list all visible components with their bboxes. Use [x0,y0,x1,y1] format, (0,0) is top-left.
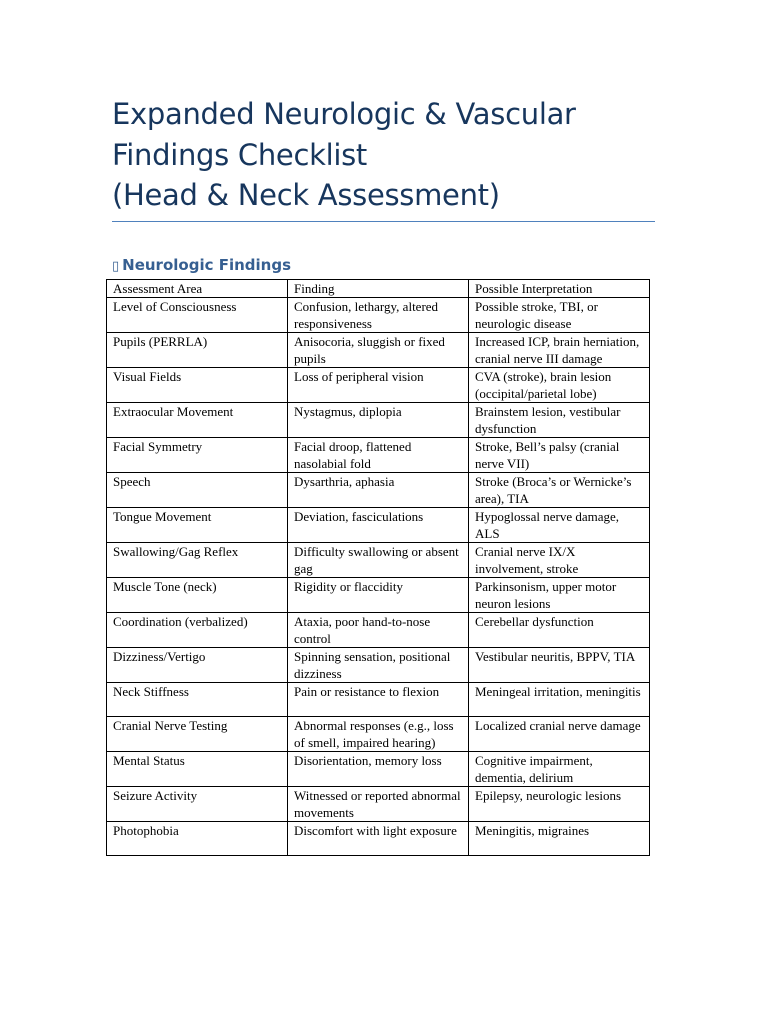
assessment-area-cell: Cranial Nerve Testing [107,717,288,752]
interpretation-cell: Epilepsy, neurologic lesions [469,787,650,822]
page-title-line: Expanded Neurologic & Vascular [112,97,576,131]
interpretation-cell: Localized cranial nerve damage [469,717,650,752]
finding-cell: Spinning sensation, positional dizziness [288,648,469,683]
interpretation-cell: Cerebellar dysfunction [469,613,650,648]
table-row [107,368,650,403]
title-divider [112,221,655,222]
interpretation-cell: CVA (stroke), brain lesion (occipital/parietal lobe) [469,368,650,403]
interpretation-cell: Stroke, Bell’s palsy (cranial nerve VII) [469,438,650,473]
assessment-area-cell: Neck Stiffness [107,683,288,717]
interpretation-cell: Stroke (Broca’s or Wernicke’s area), TIA [469,473,650,508]
table-row [107,717,650,752]
section-heading [112,255,291,277]
interpretation-cell: Vestibular neuritis, BPPV, TIA [469,648,650,683]
column-header: Finding [288,280,469,298]
interpretation-cell: Cognitive impairment, dementia, delirium [469,752,650,787]
assessment-area-cell: Muscle Tone (neck) [107,578,288,613]
table-row [107,613,650,648]
finding-cell: Confusion, lethargy, altered responsiveness [288,298,469,333]
brain-icon: ▯ [112,259,120,274]
table-row [107,578,650,613]
finding-cell: Disorientation, memory loss [288,752,469,787]
assessment-area-cell: Photophobia [107,822,288,856]
table-row [107,403,650,438]
table-row [107,787,650,822]
table-row [107,508,650,543]
assessment-area-cell: Visual Fields [107,368,288,403]
table-row [107,648,650,683]
assessment-area-cell: Level of Consciousness [107,298,288,333]
column-header: Assessment Area [107,280,288,298]
assessment-area-cell: Dizziness/Vertigo [107,648,288,683]
section-heading-text: Neurologic Findings [122,256,291,274]
interpretation-cell: Increased ICP, brain herniation, cranial nerve III damage [469,333,650,368]
assessment-area-cell: Speech [107,473,288,508]
finding-cell: Discomfort with light exposure [288,822,469,856]
interpretation-cell: Brainstem lesion, vestibular dysfunction [469,403,650,438]
assessment-area-cell: Facial Symmetry [107,438,288,473]
table-row [107,822,650,856]
neurologic-findings-table [106,279,650,856]
table-row [107,543,650,578]
finding-cell: Ataxia, poor hand-to-nose control [288,613,469,648]
table-row [107,333,650,368]
assessment-area-cell: Seizure Activity [107,787,288,822]
finding-cell: Rigidity or flaccidity [288,578,469,613]
table-row [107,473,650,508]
finding-cell: Difficulty swallowing or absent gag [288,543,469,578]
finding-cell: Pain or resistance to flexion [288,683,469,717]
assessment-area-cell: Pupils (PERRLA) [107,333,288,368]
table-row [107,438,650,473]
page-title [112,94,672,216]
page-title-line: Findings Checklist [112,137,367,172]
assessment-area-cell: Coordination (verbalized) [107,613,288,648]
assessment-area-cell: Mental Status [107,752,288,787]
assessment-area-cell: Swallowing/Gag Reflex [107,543,288,578]
finding-cell: Abnormal responses (e.g., loss of smell, impaired hearing) [288,717,469,752]
page-title-line: (Head & Neck Assessment) [112,178,500,212]
table-row [107,752,650,787]
column-header: Possible Interpretation [469,280,650,298]
finding-cell: Loss of peripheral vision [288,368,469,403]
interpretation-cell: Hypoglossal nerve damage, ALS [469,508,650,543]
table-header-row [107,280,650,298]
table-row [107,298,650,333]
finding-cell: Anisocoria, sluggish or fixed pupils [288,333,469,368]
table-body [107,280,650,856]
assessment-area-cell: Extraocular Movement [107,403,288,438]
finding-cell: Witnessed or reported abnormal movements [288,787,469,822]
table-row [107,683,650,717]
interpretation-cell: Cranial nerve IX/X involvement, stroke [469,543,650,578]
interpretation-cell: Parkinsonism, upper motor neuron lesions [469,578,650,613]
finding-cell: Nystagmus, diplopia [288,403,469,438]
interpretation-cell: Meningitis, migraines [469,822,650,856]
assessment-area-cell: Tongue Movement [107,508,288,543]
finding-cell: Facial droop, flattened nasolabial fold [288,438,469,473]
finding-cell: Dysarthria, aphasia [288,473,469,508]
interpretation-cell: Meningeal irritation, meningitis [469,683,650,717]
finding-cell: Deviation, fasciculations [288,508,469,543]
interpretation-cell: Possible stroke, TBI, or neurologic disease [469,298,650,333]
